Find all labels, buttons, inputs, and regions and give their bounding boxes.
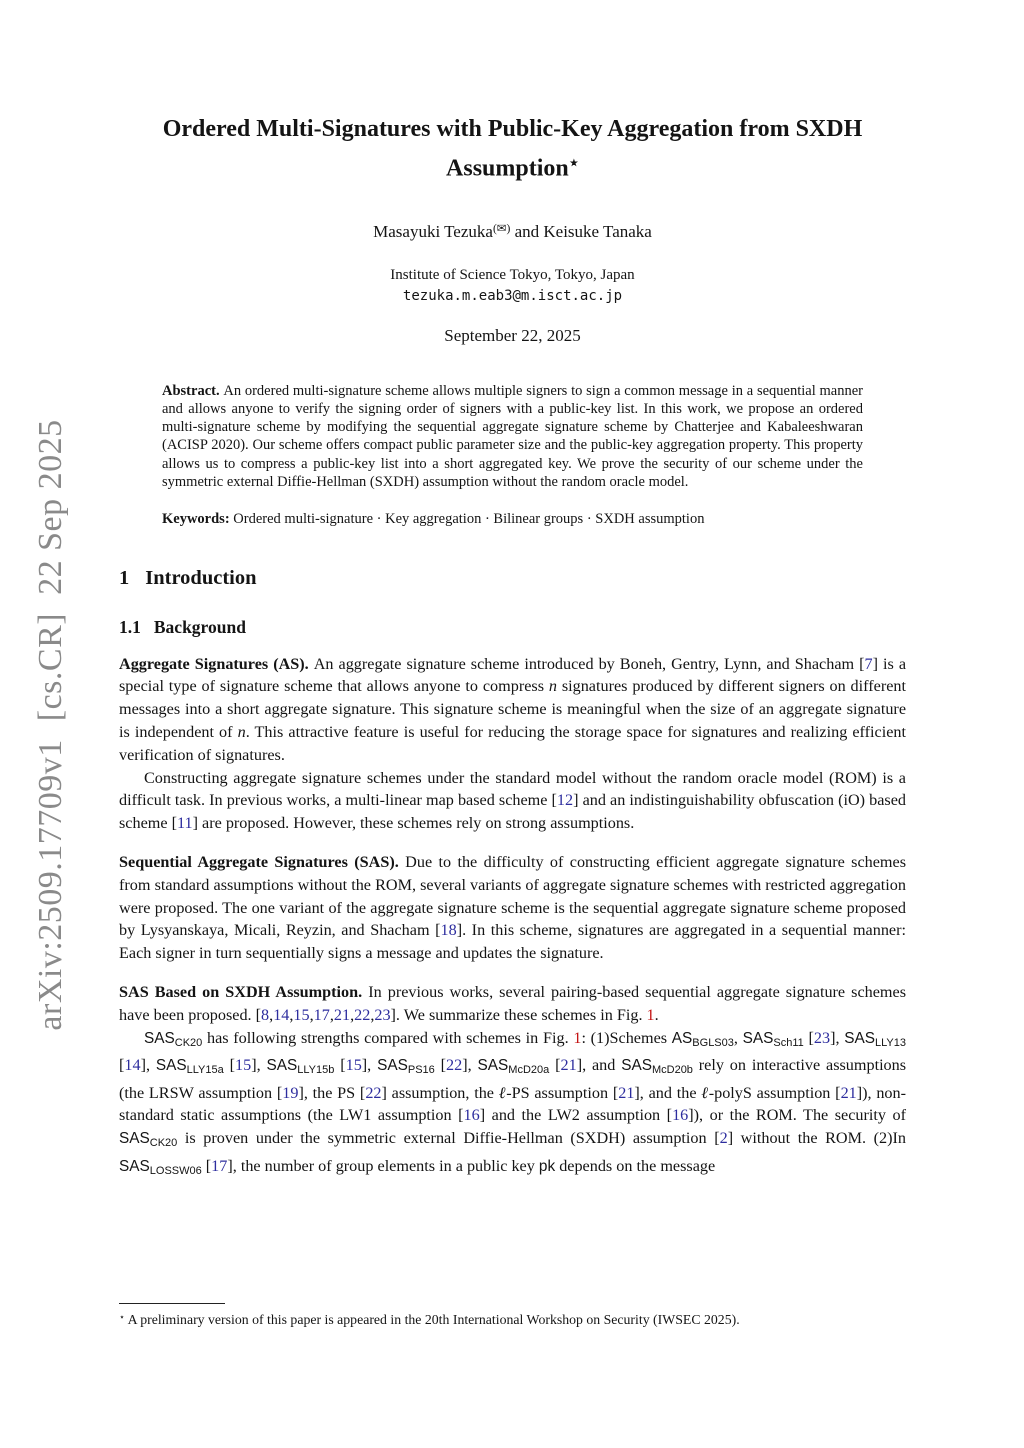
citation-link[interactable]: 18: [440, 921, 457, 940]
text-segment: [: [803, 1028, 814, 1047]
text-segment: has following strengths compared with schemes in Fig.: [202, 1028, 574, 1047]
paragraph-aggregate-signatures: [119, 653, 906, 767]
citation-link[interactable]: 2: [719, 1129, 728, 1148]
paper-date: September 22, 2025: [444, 325, 581, 345]
text-segment: CK20: [174, 1036, 203, 1049]
citation-link[interactable]: 21: [618, 1083, 635, 1102]
text-segment: In previous works, several pairing-based sequential aggregate signature schemes have been proposed. [: [119, 982, 906, 1024]
figure-reference-link[interactable]: 1: [646, 1005, 655, 1024]
text-segment: McD20b: [651, 1063, 693, 1076]
body-text: [119, 653, 906, 1183]
text-segment: PS16: [407, 1063, 435, 1076]
text-segment: ⋆: [119, 1313, 125, 1323]
text-segment: Due to the difficulty of constructing efficient aggregate signature schemes from standard assumptions without the ROM, several variants of aggregate signature schemes with restricted aggregation were proposed. The one variant of the aggregate signature scheme is the sequential aggregate signature scheme proposed by Lysyanskaya, Micali, Reyzin, and Shacham [: [119, 852, 906, 940]
text-segment: AS: [671, 1029, 693, 1047]
text-segment: ], and: [576, 1056, 622, 1075]
text-segment: SAS: [266, 1057, 298, 1075]
text-segment: -polyS assumption [: [708, 1083, 841, 1102]
citation-link[interactable]: 21: [840, 1083, 857, 1102]
text-segment: An aggregate signature scheme introduced by Boneh, Gentry, Lynn, and Shacham [: [313, 654, 865, 673]
text-segment: LOSSW06: [149, 1164, 202, 1177]
citation-link[interactable]: 7: [864, 654, 873, 673]
text-segment: McD20a: [508, 1063, 550, 1076]
text-segment: [: [434, 1056, 447, 1075]
text-segment: and Keisuke Tanaka: [510, 222, 652, 242]
text-segment: A preliminary version of this paper is appeared in the 20th International Workshop on Security (IWSEC 2025).: [124, 1312, 740, 1328]
text-segment: LLY13: [875, 1036, 907, 1049]
paragraph-sas-sxdh: [119, 981, 906, 1027]
text-segment: Sequential Aggregate Signatures (SAS).: [119, 852, 406, 871]
text-segment: [: [334, 1056, 346, 1075]
text-segment: . This attractive feature is useful for reducing the storage space for signatures and realizing efficient verification of signatures.: [119, 723, 906, 764]
citation-link[interactable]: 15: [345, 1056, 362, 1075]
citation-link[interactable]: 16: [672, 1106, 689, 1125]
text-segment: LLY15a: [186, 1063, 224, 1076]
text-segment: SAS: [742, 1029, 774, 1047]
text-segment: -PS assumption [: [506, 1083, 619, 1102]
authors-line: [119, 221, 906, 242]
text-segment: ,: [289, 1005, 294, 1024]
citation-link[interactable]: 14: [124, 1056, 141, 1075]
citation-link[interactable]: 15: [235, 1056, 252, 1075]
text-segment: rely on interactive assumptions (the LRSW assumption [: [119, 1056, 907, 1102]
text-segment: ] and the LW2 assumption [: [479, 1106, 673, 1125]
text-segment: ]. In this scheme, signatures are aggregated in a sequential manner: Each signer in turn sequentially signs a message and updates the signature.: [119, 921, 906, 963]
text-segment: [: [201, 1156, 212, 1175]
text-segment: ,: [370, 1005, 375, 1024]
text-segment: An ordered multi-signature scheme allows multiple signers to sign a common message in a sequential manner and allows anyone to verify the signing order of signers with a public-key list. In this work, we propose an ordered multi-signature scheme by modifying the sequential aggregate signature scheme by Chatterjee and Kabaleeshwaran (ACISP 2020). Our scheme offers compact public parameter size and the public-key aggregation property. This property allows us to compress a public-key list into a short aggregated key. We prove the security of our scheme under the symmetric external Diffie-Hellman (SXDH) assumption without the random oracle model.: [162, 382, 863, 491]
text-segment: ℓ: [701, 1083, 709, 1102]
text-segment: SAS: [119, 1157, 150, 1175]
citation-link[interactable]: 23: [374, 1005, 391, 1024]
text-segment: BGLS03: [692, 1036, 734, 1049]
text-segment: Keywords:: [162, 511, 234, 528]
text-segment: SAS: [144, 1029, 175, 1047]
text-segment: ]), non-standard static assumptions (the LW1 assumption [: [119, 1083, 907, 1125]
email-address: tezuka.m.eab3@m.isct.ac.jp: [402, 287, 623, 304]
text-segment: ], and the: [634, 1083, 702, 1102]
text-segment: SAS: [621, 1057, 652, 1075]
text-segment: ], the number of group elements in a public key: [227, 1156, 539, 1175]
citation-link[interactable]: 21: [560, 1056, 577, 1075]
paragraph-sequential-aggregate-signatures: [119, 851, 906, 965]
text-segment: depends on the message: [555, 1156, 716, 1175]
text-segment: [: [119, 1056, 125, 1075]
text-segment: ] without the ROM. (2)In: [727, 1129, 906, 1148]
citation-link[interactable]: 17: [313, 1005, 330, 1024]
citation-link[interactable]: 22: [446, 1056, 463, 1075]
text-segment: ],: [830, 1028, 845, 1047]
text-segment: ],: [462, 1056, 478, 1075]
text-segment: ,: [350, 1005, 355, 1024]
paragraph-sas-ck20-strengths: [119, 1027, 906, 1183]
citation-link[interactable]: 19: [282, 1083, 299, 1102]
text-segment: ] are proposed. However, these schemes rely on strong assumptions.: [192, 814, 635, 833]
text-segment: n: [548, 677, 557, 696]
text-segment: ℓ: [498, 1083, 507, 1102]
text-segment: ], the PS [: [298, 1083, 366, 1102]
text-segment: [: [223, 1056, 235, 1075]
text-segment: Ordered multi-signature · Key aggregation · Bilinear groups · SXDH assumption: [233, 511, 705, 528]
text-segment: ,: [733, 1028, 743, 1047]
text-segment: SAS: [377, 1057, 408, 1075]
text-segment: ,: [329, 1005, 334, 1024]
citation-link[interactable]: 14: [273, 1005, 290, 1024]
text-segment: CK20: [149, 1137, 178, 1149]
subsection-heading-background: [119, 617, 906, 638]
text-segment: n: [237, 723, 246, 741]
text-segment: ]. We summarize these schemes in Fig.: [390, 1005, 647, 1024]
text-segment: pk: [538, 1157, 556, 1175]
text-segment: ]), or the ROM. The security of: [688, 1106, 906, 1125]
citation-link[interactable]: 22: [365, 1083, 382, 1102]
text-segment: SAS: [119, 1130, 150, 1148]
citation-link[interactable]: 21: [333, 1005, 351, 1024]
text-segment: Ordered Multi-Signatures with Public-Key Aggregation from SXDH Assumption: [162, 116, 863, 182]
citation-link[interactable]: 22: [354, 1005, 371, 1024]
text-segment: ],: [251, 1056, 267, 1075]
text-segment: ,: [269, 1005, 274, 1024]
text-segment: Abstract.: [162, 382, 224, 399]
text-segment: SAS: [155, 1057, 187, 1075]
abstract: [162, 382, 863, 492]
citation-link[interactable]: 17: [211, 1156, 228, 1175]
text-segment: SAS Based on SXDH Assumption.: [119, 982, 369, 1001]
section-heading-introduction: [119, 567, 906, 590]
citation-link[interactable]: 15: [293, 1005, 310, 1024]
text-segment: Masayuki Tezuka: [373, 222, 493, 242]
footnote-text: [119, 1310, 909, 1328]
text-segment: Sch11: [773, 1036, 804, 1049]
footnote-area: [119, 1303, 909, 1328]
keywords-line: [162, 510, 863, 528]
text-segment: LLY15b: [297, 1063, 335, 1076]
text-segment: Aggregate Signatures (AS).: [119, 654, 314, 673]
text-segment: is proven under the symmetric external Diffie-Hellman (SXDH) assumption [: [177, 1129, 720, 1148]
text-segment: ],: [140, 1056, 156, 1075]
footnote-rule: [119, 1303, 225, 1304]
text-segment: ] is a special type of signature scheme that allows anyone to compress: [119, 654, 907, 696]
text-segment: SAS: [844, 1029, 876, 1047]
text-segment: Constructing aggregate signature schemes under the standard model without the random oracle model (ROM) is a difficult task. In previous works, a multi-linear map based scheme [: [119, 768, 906, 810]
paragraph-constructing-as: [119, 767, 906, 835]
subsection-title: Background: [153, 616, 246, 637]
text-segment: SAS: [477, 1057, 509, 1075]
text-segment: ] assumption, the: [381, 1083, 499, 1102]
citation-link[interactable]: 8: [261, 1005, 270, 1024]
subsection-number: 1.1: [119, 616, 141, 637]
text-segment: ,: [309, 1005, 314, 1024]
citation-link[interactable]: 11: [176, 814, 193, 833]
paper-content-column: [119, 0, 906, 1182]
text-segment: ] and an indistinguishability obfuscation (iO) based scheme [: [119, 791, 906, 833]
text-segment: ⋆: [568, 153, 579, 172]
text-segment: ],: [361, 1056, 378, 1075]
figure-reference-link[interactable]: 1: [573, 1028, 582, 1047]
section-number: 1: [119, 566, 130, 589]
citation-link[interactable]: 12: [556, 791, 574, 810]
text-segment: signatures produced by different signers on different messages into a short aggregate signature. This signature scheme is meaningful when the size of an aggregate signature is independent of: [119, 677, 906, 741]
citation-link[interactable]: 23: [813, 1028, 831, 1047]
text-segment: .: [654, 1005, 659, 1024]
section-title: Introduction: [145, 566, 257, 589]
text-segment: (✉): [492, 222, 511, 236]
arxiv-stamp: arXiv:2509.17709v1 [cs.CR] 22 Sep 2025: [32, 419, 69, 1031]
affiliation: Institute of Science Tokyo, Tokyo, Japan: [390, 266, 635, 283]
citation-link[interactable]: 16: [463, 1106, 480, 1125]
text-segment: : (1)Schemes: [581, 1028, 672, 1047]
paper-title: [119, 112, 906, 185]
text-segment: [: [549, 1056, 561, 1075]
